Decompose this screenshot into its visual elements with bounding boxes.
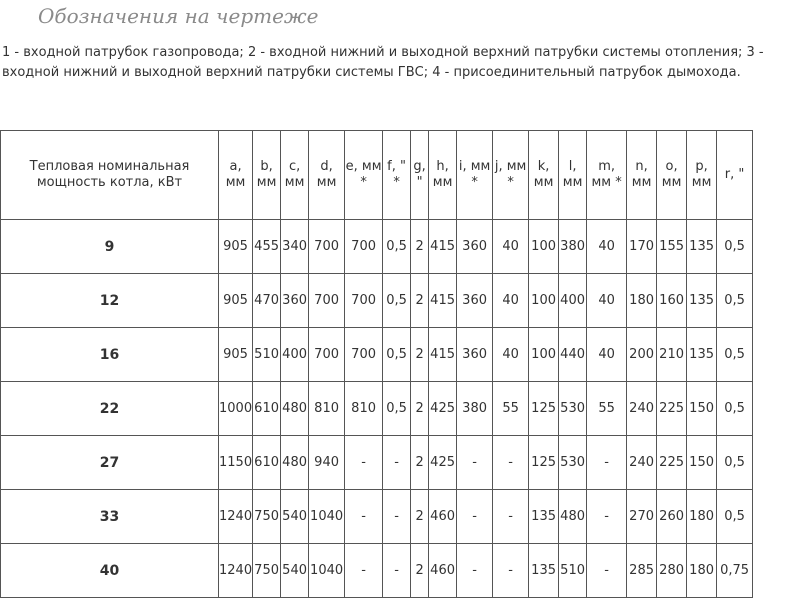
column-header: l, мм: [559, 131, 587, 220]
table-cell: 150: [687, 382, 717, 436]
table-cell: 480: [559, 490, 587, 544]
table-cell: 700: [309, 220, 345, 274]
table-cell: 460: [429, 490, 457, 544]
column-header: b, мм: [253, 131, 281, 220]
table-cell: 180: [687, 544, 717, 598]
table-cell: 425: [429, 382, 457, 436]
table-cell: -: [493, 436, 529, 490]
table-cell: 200: [627, 328, 657, 382]
page-title: Обозначения на чертеже: [38, 4, 319, 28]
power-cell: 27: [1, 436, 219, 490]
power-cell: 40: [1, 544, 219, 598]
table-cell: 1000: [219, 382, 253, 436]
table-cell: 155: [657, 220, 687, 274]
table-cell: 750: [253, 490, 281, 544]
table-cell: 700: [309, 274, 345, 328]
column-header: k, мм: [529, 131, 559, 220]
column-header: d, мм: [309, 131, 345, 220]
table-cell: -: [345, 544, 383, 598]
table-cell: 400: [281, 328, 309, 382]
power-cell: 16: [1, 328, 219, 382]
table-cell: 0,5: [717, 382, 753, 436]
table-cell: 260: [657, 490, 687, 544]
table-cell: 40: [493, 274, 529, 328]
table-cell: 180: [627, 274, 657, 328]
table-cell: -: [383, 436, 411, 490]
power-cell: 9: [1, 220, 219, 274]
table-cell: 510: [559, 544, 587, 598]
table-cell: 810: [345, 382, 383, 436]
power-cell: 12: [1, 274, 219, 328]
table-cell: 1240: [219, 544, 253, 598]
table-cell: -: [493, 544, 529, 598]
table-cell: 455: [253, 220, 281, 274]
table-cell: 610: [253, 436, 281, 490]
table-cell: 1040: [309, 490, 345, 544]
table-cell: 125: [529, 382, 559, 436]
table-cell: 700: [345, 328, 383, 382]
table-cell: 2: [411, 544, 429, 598]
table-cell: 2: [411, 274, 429, 328]
table-cell: 0,5: [717, 274, 753, 328]
header-row: [1, 131, 753, 220]
table-cell: 360: [457, 328, 493, 382]
column-header: e, мм *: [345, 131, 383, 220]
column-header: c, мм: [281, 131, 309, 220]
table-cell: 470: [253, 274, 281, 328]
column-header: j, мм *: [493, 131, 529, 220]
table-cell: 340: [281, 220, 309, 274]
table-cell: 610: [253, 382, 281, 436]
table-cell: 0,5: [717, 490, 753, 544]
table-cell: 530: [559, 436, 587, 490]
table-cell: 280: [657, 544, 687, 598]
table-cell: 415: [429, 220, 457, 274]
column-header: g, ": [411, 131, 429, 220]
column-header: i, мм *: [457, 131, 493, 220]
power-cell: 33: [1, 490, 219, 544]
table-cell: 135: [687, 274, 717, 328]
table-cell: 100: [529, 328, 559, 382]
table-cell: -: [457, 490, 493, 544]
table-cell: 210: [657, 328, 687, 382]
table-row: [1, 436, 753, 490]
table-cell: 380: [559, 220, 587, 274]
table-cell: 360: [457, 274, 493, 328]
table-cell: 240: [627, 382, 657, 436]
table-cell: 2: [411, 220, 429, 274]
table-cell: 100: [529, 274, 559, 328]
table-cell: 700: [345, 220, 383, 274]
table-row: [1, 382, 753, 436]
power-cell: 22: [1, 382, 219, 436]
table-row: [1, 544, 753, 598]
table-cell: 0,5: [717, 436, 753, 490]
table-cell: 700: [345, 274, 383, 328]
table-cell: 135: [529, 490, 559, 544]
table-cell: -: [457, 436, 493, 490]
table-cell: 540: [281, 490, 309, 544]
column-header: p, мм: [687, 131, 717, 220]
column-header-power: Тепловая номинальная мощность котла, кВт: [1, 131, 219, 220]
table-cell: -: [383, 544, 411, 598]
table-cell: 0,5: [383, 328, 411, 382]
table-cell: -: [493, 490, 529, 544]
column-header: f, " *: [383, 131, 411, 220]
table-cell: 2: [411, 328, 429, 382]
table-cell: 0,5: [383, 274, 411, 328]
table-row: [1, 328, 753, 382]
table-cell: 135: [687, 328, 717, 382]
table-cell: 135: [529, 544, 559, 598]
table-cell: 100: [529, 220, 559, 274]
table-cell: 540: [281, 544, 309, 598]
table-cell: 40: [587, 274, 627, 328]
table-cell: 1040: [309, 544, 345, 598]
table-cell: 750: [253, 544, 281, 598]
column-header: m, мм *: [587, 131, 627, 220]
legend-description: 1 - входной патрубок газопровода; 2 - входной нижний и выходной верхний патрубки системы отопления; 3 - входной нижний и выходной верхний патрубки системы ГВС; 4 - присоединительный патрубок дымохода.: [2, 45, 764, 80]
table-cell: -: [587, 436, 627, 490]
table-cell: 160: [657, 274, 687, 328]
column-header: a, мм: [219, 131, 253, 220]
table-row: [1, 274, 753, 328]
table-cell: 360: [281, 274, 309, 328]
table-cell: 2: [411, 490, 429, 544]
table-cell: -: [587, 490, 627, 544]
table-cell: 1240: [219, 490, 253, 544]
table-cell: 905: [219, 328, 253, 382]
table-cell: 270: [627, 490, 657, 544]
table-cell: 225: [657, 436, 687, 490]
table-cell: 425: [429, 436, 457, 490]
table-cell: 0,75: [717, 544, 753, 598]
column-header: o, мм: [657, 131, 687, 220]
table-row: [1, 220, 753, 274]
table-cell: 40: [587, 328, 627, 382]
dimensions-table: [0, 130, 753, 598]
table-body: [1, 220, 753, 598]
table-cell: 180: [687, 490, 717, 544]
table-cell: 125: [529, 436, 559, 490]
table-cell: 380: [457, 382, 493, 436]
table-cell: 55: [587, 382, 627, 436]
table-cell: 240: [627, 436, 657, 490]
table-cell: 40: [587, 220, 627, 274]
table-cell: 2: [411, 382, 429, 436]
table-cell: 0,5: [383, 220, 411, 274]
table-cell: 905: [219, 274, 253, 328]
table-cell: 150: [687, 436, 717, 490]
table-cell: 510: [253, 328, 281, 382]
table-cell: 940: [309, 436, 345, 490]
table-cell: 1150: [219, 436, 253, 490]
table-cell: 700: [309, 328, 345, 382]
table-cell: 170: [627, 220, 657, 274]
table-cell: 0,5: [383, 382, 411, 436]
column-header: h, мм: [429, 131, 457, 220]
table-cell: 810: [309, 382, 345, 436]
table-cell: 135: [687, 220, 717, 274]
table-cell: 905: [219, 220, 253, 274]
table-cell: 415: [429, 274, 457, 328]
table-cell: -: [457, 544, 493, 598]
column-header: n, мм: [627, 131, 657, 220]
table-cell: 2: [411, 436, 429, 490]
table-cell: 0,5: [717, 328, 753, 382]
table-cell: 530: [559, 382, 587, 436]
table-cell: 285: [627, 544, 657, 598]
column-header: r, ": [717, 131, 753, 220]
table-cell: 440: [559, 328, 587, 382]
table-cell: 40: [493, 220, 529, 274]
table-cell: 460: [429, 544, 457, 598]
table-cell: -: [587, 544, 627, 598]
table-cell: -: [345, 490, 383, 544]
table-cell: 415: [429, 328, 457, 382]
table-cell: -: [383, 490, 411, 544]
table-cell: 225: [657, 382, 687, 436]
table-cell: -: [345, 436, 383, 490]
table-cell: 400: [559, 274, 587, 328]
table-cell: 480: [281, 382, 309, 436]
table-cell: 480: [281, 436, 309, 490]
table-row: [1, 490, 753, 544]
table-cell: 360: [457, 220, 493, 274]
table-cell: 0,5: [717, 220, 753, 274]
table-cell: 40: [493, 328, 529, 382]
table-cell: 55: [493, 382, 529, 436]
